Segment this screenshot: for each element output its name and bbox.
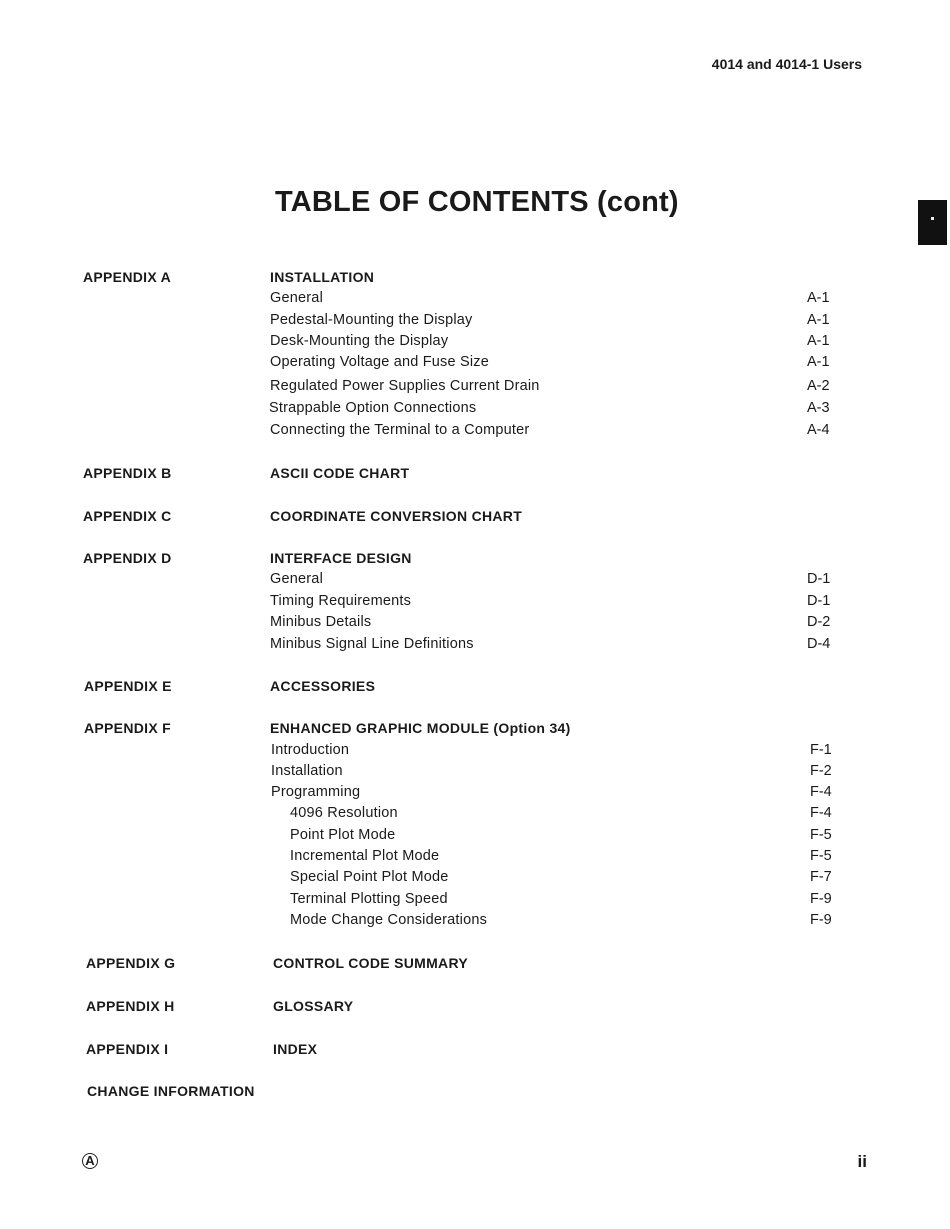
toc-page: D-2 bbox=[807, 614, 831, 630]
appendix-g-title: CONTROL CODE SUMMARY bbox=[273, 955, 468, 971]
toc-entry: Regulated Power Supplies Current Drain bbox=[270, 378, 540, 394]
appendix-c-label: APPENDIX C bbox=[83, 508, 172, 524]
toc-entry: Connecting the Terminal to a Computer bbox=[270, 422, 530, 438]
appendix-f-label: APPENDIX F bbox=[84, 720, 172, 736]
toc-subentry: Point Plot Mode bbox=[290, 827, 396, 843]
publisher-symbol-icon: A bbox=[82, 1153, 98, 1169]
toc-page: D-1 bbox=[807, 571, 831, 587]
appendix-i-title: INDEX bbox=[273, 1041, 318, 1057]
toc-page: A-4 bbox=[807, 422, 830, 438]
appendix-a-label: APPENDIX A bbox=[83, 269, 172, 285]
appendix-f-title: ENHANCED GRAPHIC MODULE (Option 34) bbox=[270, 720, 571, 736]
appendix-b-label: APPENDIX B bbox=[83, 465, 172, 481]
toc-subentry: 4096 Resolution bbox=[290, 805, 398, 821]
toc-page: A-1 bbox=[807, 354, 830, 370]
toc-subentry: Incremental Plot Mode bbox=[290, 848, 440, 864]
toc-subentry: Special Point Plot Mode bbox=[290, 869, 449, 885]
appendix-h-title: GLOSSARY bbox=[273, 998, 354, 1014]
appendix-a-title: INSTALLATION bbox=[270, 269, 375, 285]
toc-page: F-9 bbox=[810, 912, 832, 928]
toc-entry: Pedestal-Mounting the Display bbox=[270, 312, 473, 328]
toc-entry: Installation bbox=[271, 763, 343, 779]
appendix-e-label: APPENDIX E bbox=[84, 678, 172, 694]
appendix-i-label: APPENDIX I bbox=[86, 1041, 169, 1057]
toc-entry: Desk-Mounting the Display bbox=[270, 333, 449, 349]
toc-page: F-1 bbox=[810, 742, 832, 758]
toc-entry: General bbox=[270, 571, 323, 587]
toc-entry: Operating Voltage and Fuse Size bbox=[270, 354, 490, 370]
appendix-d-label: APPENDIX D bbox=[83, 550, 172, 566]
toc-entry: Programming bbox=[271, 784, 361, 800]
toc-page: A-3 bbox=[807, 400, 830, 416]
appendix-h-label: APPENDIX H bbox=[86, 998, 175, 1014]
toc-page: A-1 bbox=[807, 290, 830, 306]
toc-entry: Timing Requirements bbox=[270, 593, 412, 609]
change-information: CHANGE INFORMATION bbox=[87, 1083, 255, 1099]
toc-entry: Introduction bbox=[271, 742, 350, 758]
toc-page: F-5 bbox=[810, 848, 832, 864]
toc-page: F-7 bbox=[810, 869, 832, 885]
page-title: TABLE OF CONTENTS (cont) bbox=[275, 186, 679, 218]
page-number: ii bbox=[857, 1152, 867, 1171]
appendix-b-title: ASCII CODE CHART bbox=[270, 465, 410, 481]
toc-page: A-1 bbox=[807, 333, 830, 349]
toc-page: A-1 bbox=[807, 312, 830, 328]
toc-entry: Strappable Option Connections bbox=[269, 400, 477, 416]
toc-subentry: Terminal Plotting Speed bbox=[290, 891, 448, 907]
toc-entry: Minibus Signal Line Definitions bbox=[270, 636, 474, 652]
toc-page: D-1 bbox=[807, 593, 831, 609]
appendix-g-label: APPENDIX G bbox=[86, 955, 176, 971]
toc-page: F-4 bbox=[810, 784, 832, 800]
toc-page: F-2 bbox=[810, 763, 832, 779]
appendix-e-title: ACCESSORIES bbox=[270, 678, 376, 694]
toc-page: D-4 bbox=[807, 636, 831, 652]
appendix-c-title: COORDINATE CONVERSION CHART bbox=[270, 508, 523, 524]
section-tab-marker bbox=[918, 200, 947, 245]
toc-entry: General bbox=[270, 290, 323, 306]
toc-entry: Minibus Details bbox=[270, 614, 372, 630]
manual-title: 4014 and 4014-1 Users bbox=[711, 56, 862, 72]
toc-page: F-9 bbox=[810, 891, 832, 907]
toc-page: F-4 bbox=[810, 805, 832, 821]
toc-subentry: Mode Change Considerations bbox=[290, 912, 488, 928]
toc-page: F-5 bbox=[810, 827, 832, 843]
appendix-d-title: INTERFACE DESIGN bbox=[270, 550, 412, 566]
toc-page: A-2 bbox=[807, 378, 830, 394]
